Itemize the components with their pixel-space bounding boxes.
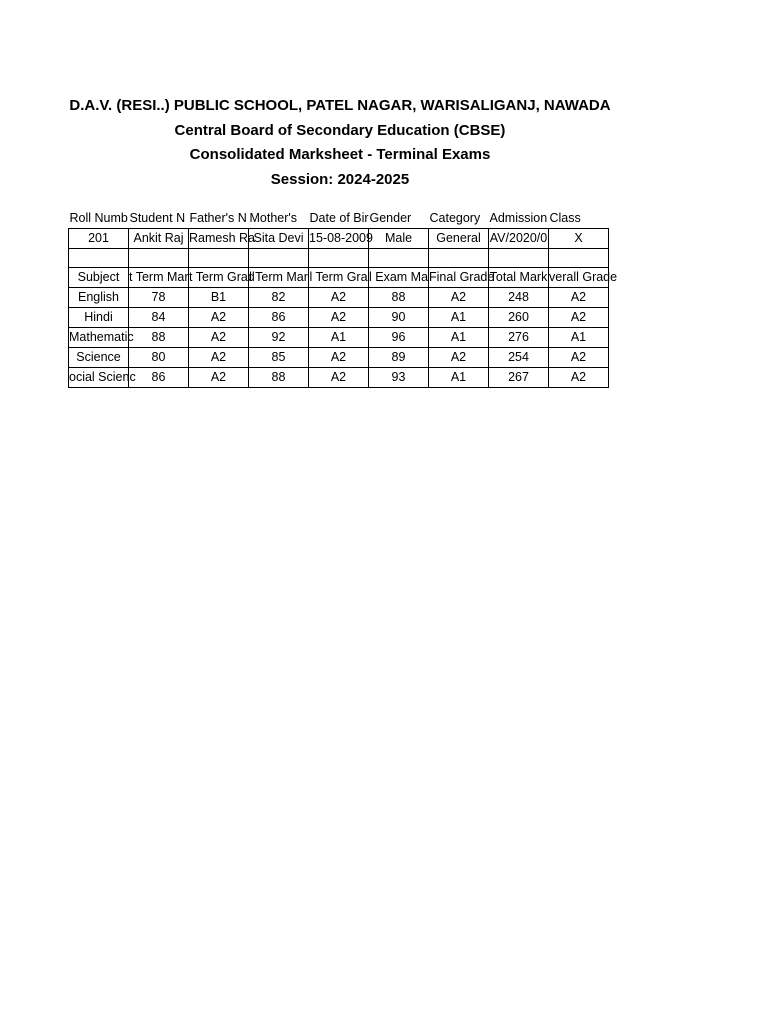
cell[interactable]: A1 bbox=[429, 308, 489, 328]
cell[interactable]: Ankit Raj bbox=[129, 229, 189, 249]
cell[interactable]: 90 bbox=[369, 308, 429, 328]
cell[interactable]: 267 bbox=[489, 368, 549, 388]
cell[interactable]: A2 bbox=[429, 288, 489, 308]
header-cell[interactable]: l Term Gra bbox=[309, 268, 369, 288]
cell[interactable]: A2 bbox=[549, 288, 609, 308]
marksheet-table bbox=[68, 209, 618, 388]
header-cell[interactable]: Class bbox=[549, 211, 581, 225]
cell[interactable]: A2 bbox=[429, 348, 489, 368]
header-cell[interactable]: Category bbox=[429, 211, 481, 225]
cell[interactable]: 201 bbox=[69, 229, 129, 249]
header-cell[interactable]: Roll Numb bbox=[69, 211, 128, 225]
cell[interactable]: A2 bbox=[189, 348, 249, 368]
cell[interactable] bbox=[189, 249, 249, 268]
cell[interactable]: Ramesh Ra bbox=[189, 229, 249, 249]
cell[interactable]: 86 bbox=[129, 368, 189, 388]
header-cell[interactable]: Subject bbox=[69, 268, 129, 288]
cell[interactable]: English bbox=[69, 288, 129, 308]
cell[interactable]: A2 bbox=[309, 368, 369, 388]
student-header-row bbox=[69, 209, 609, 229]
title-block bbox=[0, 94, 680, 192]
cell[interactable]: 80 bbox=[129, 348, 189, 368]
cell[interactable]: A1 bbox=[429, 368, 489, 388]
header-cell[interactable]: l Exam Ma bbox=[369, 268, 429, 288]
board-name: Central Board of Secondary Education (CBSE) bbox=[174, 121, 506, 139]
cell[interactable]: A2 bbox=[309, 348, 369, 368]
cell[interactable]: A2 bbox=[549, 348, 609, 368]
header-cell[interactable]: Date of Bir bbox=[309, 211, 369, 225]
cell[interactable] bbox=[369, 249, 429, 268]
cell[interactable] bbox=[309, 249, 369, 268]
header-cell[interactable]: Student N bbox=[129, 211, 186, 225]
cell[interactable]: A2 bbox=[309, 288, 369, 308]
cell[interactable]: A1 bbox=[549, 328, 609, 348]
cell[interactable]: 96 bbox=[369, 328, 429, 348]
cell[interactable]: 276 bbox=[489, 328, 549, 348]
cell[interactable]: 93 bbox=[369, 368, 429, 388]
header-cell[interactable]: Admission bbox=[489, 211, 548, 225]
cell[interactable]: 88 bbox=[129, 328, 189, 348]
header-cell[interactable]: l Term Mar bbox=[249, 268, 309, 288]
cell[interactable] bbox=[249, 249, 309, 268]
header-cell[interactable]: Final Grade bbox=[429, 268, 489, 288]
cell[interactable]: 88 bbox=[249, 368, 309, 388]
cell[interactable]: X bbox=[549, 229, 609, 249]
cell[interactable]: 92 bbox=[249, 328, 309, 348]
header-cell[interactable]: Gender bbox=[369, 211, 412, 225]
cell[interactable]: A1 bbox=[309, 328, 369, 348]
cell[interactable]: A2 bbox=[189, 308, 249, 328]
cell[interactable]: B1 bbox=[189, 288, 249, 308]
session-label: Session: 2024-2025 bbox=[270, 170, 410, 188]
cell[interactable]: AV/2020/0 bbox=[489, 229, 549, 249]
header-cell[interactable]: t Term Mar bbox=[129, 268, 189, 288]
school-name: D.A.V. (RESI..) PUBLIC SCHOOL, PATEL NAGAR, WARISALIGANJ, NAWADA bbox=[69, 97, 611, 114]
cell[interactable]: Male bbox=[369, 229, 429, 249]
cell[interactable]: 254 bbox=[489, 348, 549, 368]
header-cell[interactable]: verall Grade bbox=[549, 268, 609, 288]
header-cell[interactable]: Mother's bbox=[249, 211, 298, 225]
cell[interactable] bbox=[129, 249, 189, 268]
cell[interactable]: 260 bbox=[489, 308, 549, 328]
table-row bbox=[69, 308, 609, 328]
cell[interactable]: 84 bbox=[129, 308, 189, 328]
cell[interactable]: 86 bbox=[249, 308, 309, 328]
marks-header-row bbox=[69, 268, 609, 288]
table-row bbox=[69, 328, 609, 348]
sheet-title: Consolidated Marksheet - Terminal Exams bbox=[189, 146, 491, 163]
empty-row bbox=[69, 249, 609, 268]
cell[interactable]: A2 bbox=[309, 308, 369, 328]
cell[interactable]: General bbox=[429, 229, 489, 249]
header-cell[interactable]: Father's N bbox=[189, 211, 247, 225]
cell[interactable]: 15-08-2009 bbox=[309, 229, 369, 249]
table-row bbox=[69, 348, 609, 368]
cell[interactable]: Hindi bbox=[69, 308, 129, 328]
student-row bbox=[69, 229, 609, 249]
header-cell[interactable]: Total Mark bbox=[489, 268, 549, 288]
cell[interactable]: A1 bbox=[429, 328, 489, 348]
cell[interactable]: Science bbox=[69, 348, 129, 368]
cell[interactable]: 89 bbox=[369, 348, 429, 368]
cell[interactable]: A2 bbox=[189, 328, 249, 348]
cell[interactable]: A2 bbox=[549, 368, 609, 388]
cell[interactable]: Sita Devi bbox=[249, 229, 309, 249]
cell[interactable] bbox=[69, 249, 129, 268]
cell[interactable]: 78 bbox=[129, 288, 189, 308]
table-row bbox=[69, 288, 609, 308]
table-row bbox=[69, 368, 609, 388]
cell[interactable] bbox=[429, 249, 489, 268]
cell[interactable]: 85 bbox=[249, 348, 309, 368]
cell[interactable]: A2 bbox=[549, 308, 609, 328]
header-cell[interactable]: t Term Grad bbox=[189, 268, 249, 288]
cell[interactable]: 82 bbox=[249, 288, 309, 308]
cell[interactable]: A2 bbox=[189, 368, 249, 388]
cell[interactable]: 248 bbox=[489, 288, 549, 308]
cell[interactable] bbox=[549, 249, 609, 268]
cell[interactable]: ocial Scienc bbox=[69, 368, 129, 388]
cell[interactable] bbox=[489, 249, 549, 268]
cell[interactable]: 88 bbox=[369, 288, 429, 308]
cell[interactable]: Mathematic bbox=[69, 328, 129, 348]
